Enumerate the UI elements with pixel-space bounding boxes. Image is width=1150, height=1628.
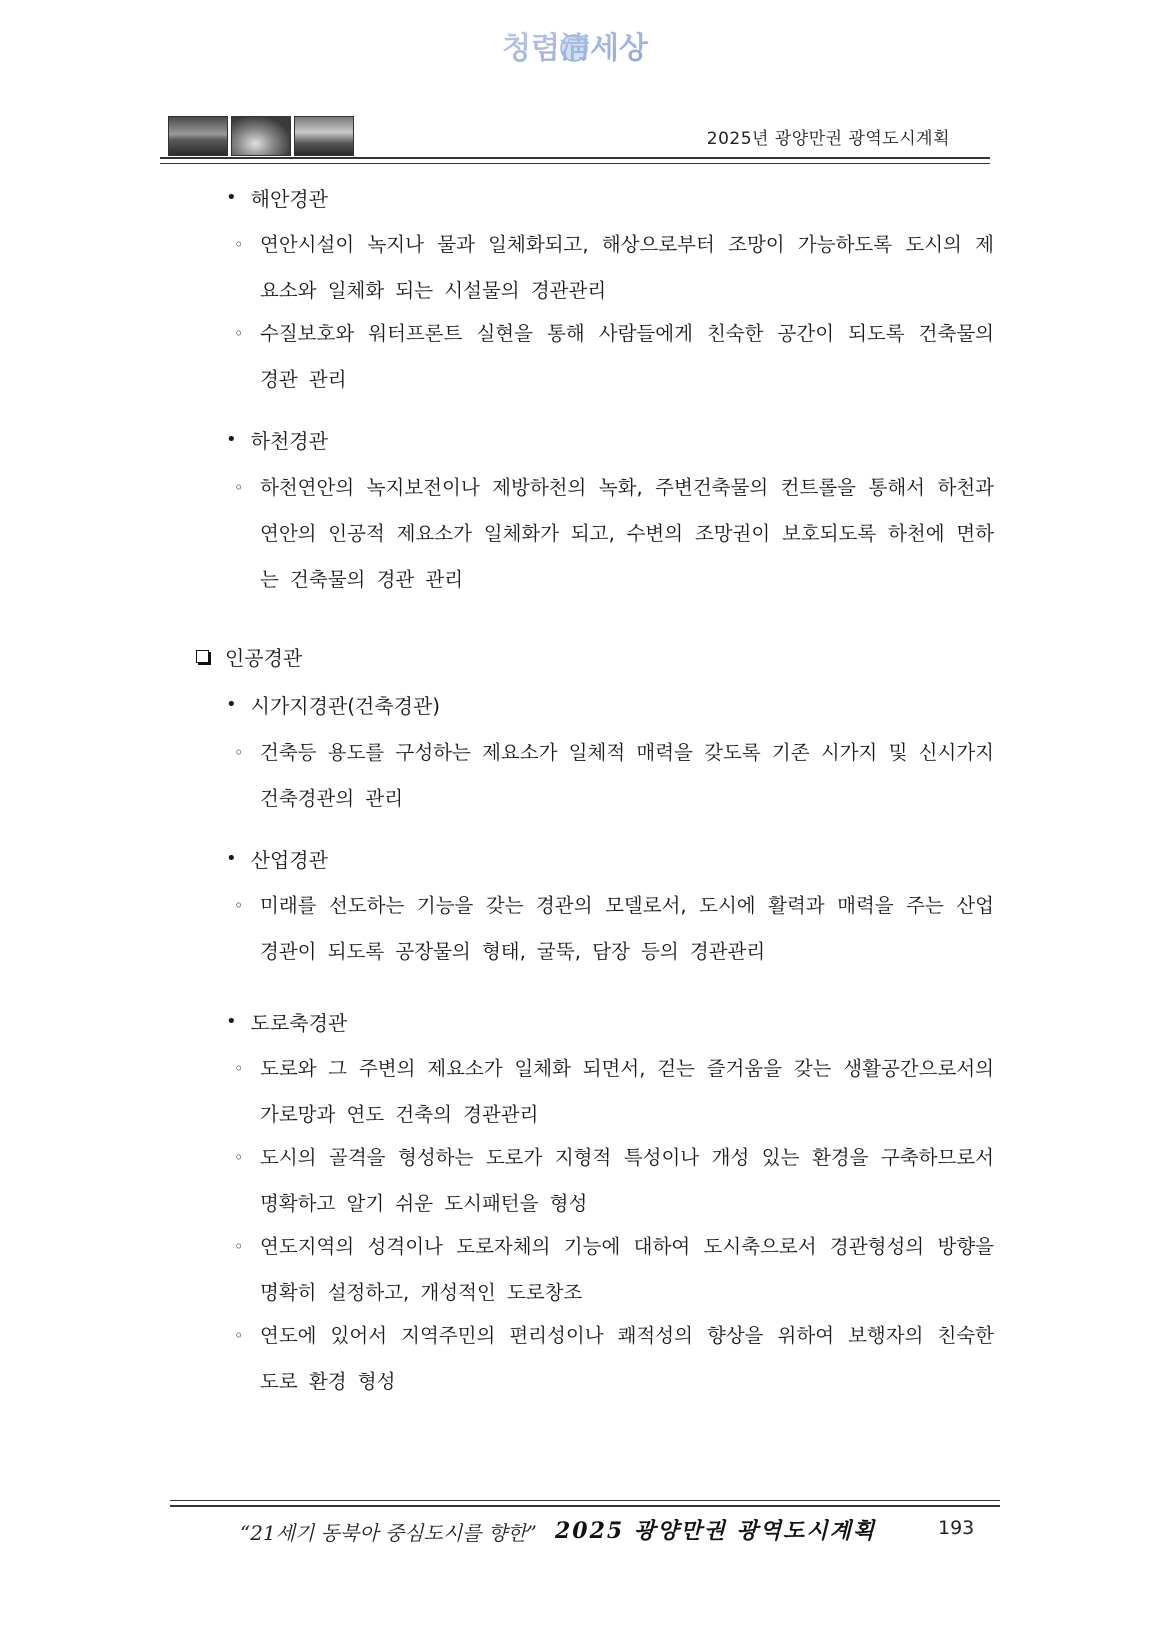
- item-text: 연안시설이 녹지나 물과 일체화되고, 해상으로부터 조망이 가능하도록 도시의 제요소와 일체화 되는 시설물의 경관관리: [260, 233, 994, 302]
- heading-label: 도로축경관: [250, 1011, 348, 1035]
- heading-label: 해안경관: [250, 187, 328, 211]
- sub-marker: ◦: [234, 235, 244, 254]
- item-text: 미래를 선도하는 기능을 갖는 경관의 모델로서, 도시에 활력과 매력을 주는 산업경관이 되도록 공장물의 형태, 굴뚝, 담장 등의 경관관리: [260, 894, 994, 963]
- item-text: 도시의 골격을 형성하는 도로가 지형적 특성이나 개성 있는 환경을 구축하므로서 명확하고 알기 쉬운 도시패턴을 형성: [260, 1146, 994, 1215]
- list-item: [234, 222, 994, 314]
- item-text: 하천연안의 녹지보전이나 제방하천의 녹화, 주변건축물의 컨트롤을 통해서 하천과 연안의 인공적 제요소가 일체화가 되고, 수변의 조망권이 보호되도록 하천에 면하는 건축물의 경관 관리: [260, 476, 994, 591]
- sub-marker: ◦: [234, 1059, 244, 1078]
- checkbox-square-icon: [196, 650, 209, 663]
- bullet-marker: •: [226, 1011, 237, 1032]
- bullet-marker: •: [226, 694, 237, 715]
- sub-marker: ◦: [234, 896, 244, 915]
- list-item: [234, 1224, 994, 1316]
- section-label: 인공경관: [225, 646, 303, 670]
- sub-marker: ◦: [234, 1148, 244, 1167]
- heading-label: 하천경관: [250, 429, 328, 453]
- list-item: [234, 465, 994, 603]
- footer-slogan: “21세기 동북아 중심도시를 향한”: [240, 1521, 537, 1545]
- logo-text: 청렴淸세상: [502, 31, 648, 66]
- river-photo: [231, 116, 291, 156]
- list-item: [234, 730, 994, 822]
- sub-marker: ◦: [234, 1326, 244, 1345]
- header-photo-strip: [168, 116, 354, 156]
- item-text: 건축등 용도를 구성하는 제요소가 일체적 매력을 갖도록 기존 시가지 및 신시가지 건축경관의 관리: [260, 741, 994, 810]
- section-artificial: [196, 642, 302, 671]
- bullet-marker: •: [226, 187, 237, 208]
- item-text: 연도지역의 성격이나 도로자체의 기능에 대하여 도시축으로서 경관형성의 방향을 명확히 설정하고, 개성적인 도로창조: [260, 1235, 994, 1304]
- heading-river: [226, 425, 328, 454]
- bullet-marker: •: [226, 848, 237, 869]
- header-rule: [160, 157, 990, 164]
- page-number: 193: [938, 1517, 975, 1539]
- landscape-photo: [168, 116, 228, 156]
- heading-road: [226, 1007, 347, 1036]
- item-text: 도로와 그 주변의 제요소가 일체화 되면서, 걷는 즐거움을 갖는 생활공간으로서의 가로망과 연도 건축의 경관관리: [260, 1057, 994, 1126]
- bullet-marker: •: [226, 429, 237, 450]
- sub-marker: ◦: [234, 1237, 244, 1256]
- coast-photo: [294, 116, 354, 156]
- heading-urban: [226, 690, 440, 719]
- heading-label: 산업경관: [250, 848, 328, 872]
- list-item: [234, 1046, 994, 1138]
- sub-marker: ◦: [234, 324, 244, 343]
- cheongnyeom-logo: [470, 18, 680, 78]
- footer-title: 2025 광양만권 광역도시계획: [555, 1518, 877, 1544]
- heading-industrial: [226, 844, 328, 873]
- item-text: 연도에 있어서 지역주민의 편리성이나 쾌적성의 향상을 위하여 보행자의 친숙한 도로 환경 형성: [260, 1324, 994, 1393]
- heading-coast: [226, 183, 328, 212]
- sub-marker: ◦: [234, 743, 244, 762]
- list-item: [234, 1135, 994, 1227]
- item-text: 수질보호와 워터프론트 실현을 통해 사람들에게 친숙한 공간이 되도록 건축물의 경관 관리: [260, 322, 994, 391]
- list-item: [234, 883, 994, 975]
- sub-marker: ◦: [234, 478, 244, 497]
- heading-label: 시가지경관(건축경관): [250, 694, 441, 718]
- footer-rule: [170, 1500, 1000, 1507]
- list-item: [234, 311, 994, 403]
- list-item: [234, 1313, 994, 1405]
- document-title: 2025년 광양만권 광역도시계획: [706, 129, 950, 149]
